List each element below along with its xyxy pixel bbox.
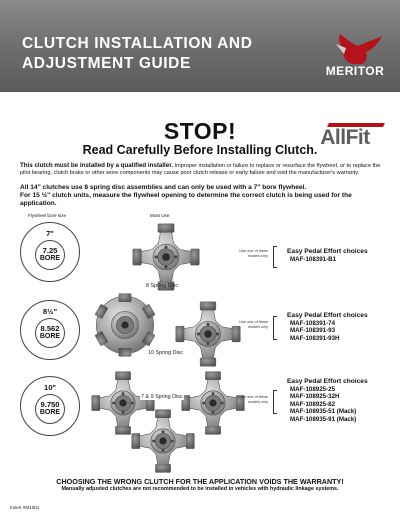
choice-title-row3: Easy Pedal Effort choices — [287, 378, 368, 385]
bore-word-8-5: BORE — [39, 333, 61, 340]
choice-title-row1: Easy Pedal Effort choices — [287, 248, 368, 255]
brand-name: MERITOR — [325, 64, 385, 78]
page-title-line2: ADJUSTMENT GUIDE — [22, 55, 191, 72]
bore-size-8-5: 8½" — [42, 307, 58, 316]
use-note-row1: Use one of these models only — [239, 249, 268, 258]
model-item: MAF-108391-B1 — [290, 256, 337, 263]
choice-title-row2: Easy Pedal Effort choices — [287, 312, 368, 319]
insert-code: Insert #M1001 — [10, 505, 40, 510]
disc-label-7-9-spring: 7 & 9 Spring Disc — [141, 394, 183, 400]
model-item: MAF-108391-93 — [290, 327, 336, 335]
model-item: MAF-108925-32H — [290, 393, 340, 401]
bore-inner-7 — [35, 240, 65, 270]
model-item: MAF-108935-51 (Mack) — [290, 408, 357, 416]
disc-label-10-spring: 10 Spring Disc — [148, 350, 184, 356]
model-item: MAF-108391-74 — [290, 320, 336, 327]
model-list-row2 — [290, 320, 340, 342]
intro-paragraph — [20, 162, 382, 178]
manual-adjust-note: Manually adjusted clutches are not recommended to be installed in vehicles with hydraulic linkage systems. — [61, 486, 339, 492]
clutch-disc-8-spring-image — [128, 222, 204, 292]
clutch-disc-10-spring-a-image — [90, 292, 160, 358]
clutch-disc-alt-spring-image — [128, 408, 198, 474]
allfit-logo: AllFit — [320, 126, 370, 149]
bore-word-7: BORE — [39, 255, 61, 262]
model-list-row3 — [290, 386, 356, 423]
all14-line2: For 15 ½" clutch units, measure the flywheel opening to determine the correct clutch is being used for the application. — [20, 191, 352, 207]
model-list-row1 — [290, 256, 336, 263]
bracket-row1 — [273, 246, 277, 268]
model-item: MAF-108935-91 (Mack) — [290, 415, 357, 423]
bore-value-10: 9.750 — [40, 400, 60, 409]
disc-label-8-spring: 8 Spring Disc — [146, 283, 179, 289]
bracket-row3 — [273, 390, 277, 414]
flywheel-bore-size-label: Flywheel bore size — [28, 213, 67, 218]
use-note-row2: Use one of these models only — [239, 320, 268, 329]
most-use-label: Most Use — [150, 213, 170, 218]
bore-value-7: 7.25 — [42, 246, 58, 255]
bore-size-10: 10" — [43, 383, 57, 392]
warranty-warning: CHOOSING THE WRONG CLUTCH FOR THE APPLICATION VOIDS THE WARRANTY! — [56, 477, 344, 486]
intro-bold: This clutch must be installed by a qualified installer. — [20, 162, 174, 169]
stop-heading: STOP! — [163, 118, 237, 144]
model-item: MAF-108391-93H — [290, 334, 340, 342]
all14-paragraph — [20, 184, 382, 207]
page-title — [22, 34, 302, 74]
bracket-row2 — [273, 316, 277, 340]
use-note-row3: Use one of these models only — [239, 395, 268, 404]
bore-word-10: BORE — [39, 409, 61, 416]
intro-rest: Improper installation or failure to replace or resurface the flywheel, or to replace the pilot bearing, clutch brake or other wore components may cause poor clutch release or early failure and void the manufacturer's warranty. — [20, 163, 381, 177]
bore-inner-10 — [35, 394, 65, 424]
bore-inner-8-5 — [35, 318, 65, 348]
clutch-disc-10-spring-b-image — [172, 300, 244, 368]
bore-value-8-5: 8.562 — [40, 324, 60, 333]
subheading: Read Carefully Before Installing Clutch. — [82, 143, 318, 157]
model-item: MAF-108925-25 — [290, 386, 336, 393]
all14-line1: All 14" clutches use 8 spring disc assemblies and can only be used with a 7" bore flywheel. — [20, 184, 307, 191]
page-title-line1: CLUTCH INSTALLATION AND — [22, 35, 253, 52]
model-item: MAF-108925-82 — [290, 400, 336, 408]
bore-size-7: 7" — [46, 229, 54, 238]
